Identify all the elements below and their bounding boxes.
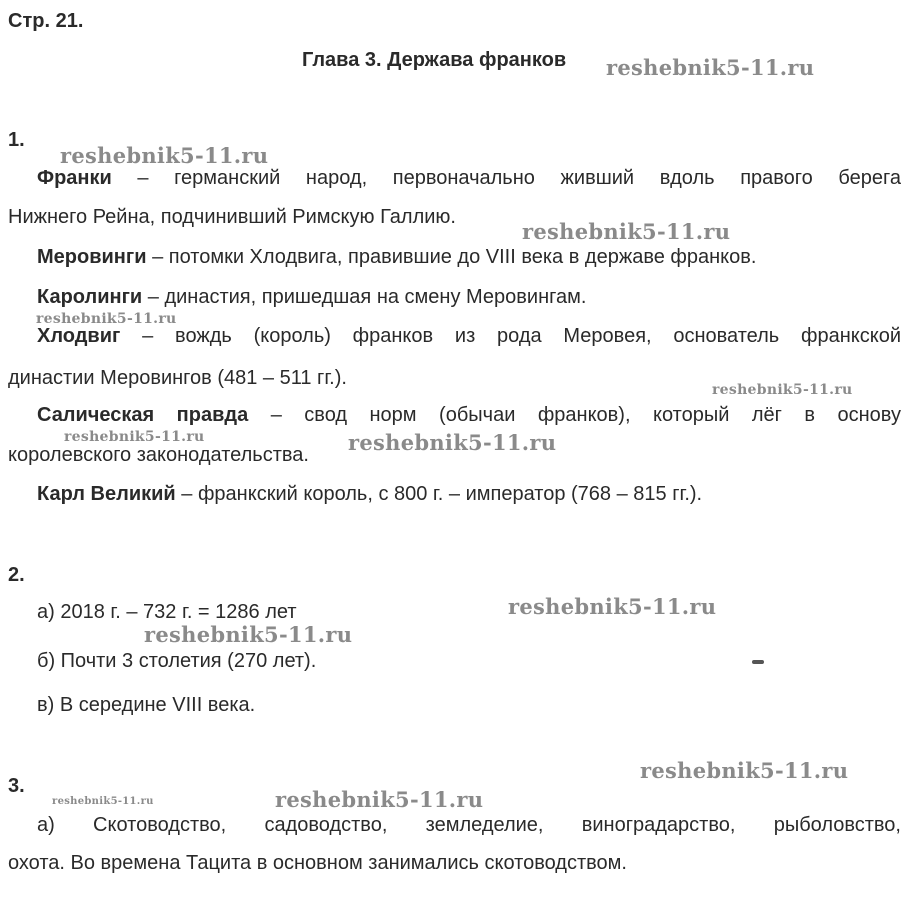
section-1-number: 1. [8,129,25,151]
definition-franks [37,166,901,190]
section-3-number: 3. [8,775,25,797]
answer-a: а) 2018 г. – 732 г. = 1286 лет [37,601,297,623]
term: Салическая правда [37,404,249,426]
term: Хлодвиг [37,325,121,347]
watermark: reshebnik5-11.ru [64,429,205,445]
chapter-title: Глава 3. Держава франков [302,49,567,71]
watermark: reshebnik5-11.ru [52,796,154,807]
answer-a-line-1: а) Скотоводство, садоводство, земледелие, виноградарство, рыболовство, [37,814,901,836]
answer-c: в) В середине VIII века. [37,694,256,716]
definition-carolingians [37,285,586,309]
watermark: reshebnik5-11.ru [144,622,353,647]
definition-text: – династия, пришедшая на смену Меровингам. [142,286,587,308]
term: Меровинги [37,246,147,268]
definition-text: – вождь (король) франков из рода Меровея, основатель франкской [120,325,901,347]
definition-continuation: династии Меровингов (481 – 511 гг.). [8,367,347,389]
watermark: reshebnik5-11.ru [508,594,717,619]
term: Франки [37,167,112,189]
definition-charlemagne [37,482,702,506]
definition-text: – свод норм (обычаи франков), который лёг в основу [248,404,901,426]
definition-salic-law [37,403,901,427]
watermark: reshebnik5-11.ru [606,55,815,80]
answer-b: б) Почти 3 столетия (270 лет). [37,650,317,672]
definition-clovis [37,324,901,348]
definition-text: – потомки Хлодвига, правившие до VIII века в державе франков. [146,246,757,268]
watermark: reshebnik5-11.ru [348,430,557,455]
definition-text: – франкский король, с 800 г. – император (768 – 815 гг.). [175,483,703,505]
stray-mark [752,660,764,664]
definition-text: – германский народ, первоначально живший вдоль правого берега [111,167,901,189]
watermark: reshebnik5-11.ru [640,758,849,783]
definition-continuation: Нижнего Рейна, подчинивший Римскую Галлию. [8,206,456,228]
definition-merovingians [37,245,756,269]
term: Каролинги [37,286,143,308]
page-label: Стр. 21. [8,10,84,32]
watermark: reshebnik5-11.ru [36,311,177,327]
watermark: reshebnik5-11.ru [275,787,484,812]
watermark: reshebnik5-11.ru [60,143,269,168]
answer-a-line-2: охота. Во времена Тацита в основном занимались скотоводством. [8,852,627,874]
definition-continuation: королевского законодательства. [8,444,309,466]
section-2-number: 2. [8,564,25,586]
term: Карл Великий [37,483,176,505]
watermark: reshebnik5-11.ru [522,219,731,244]
watermark: reshebnik5-11.ru [712,382,853,398]
